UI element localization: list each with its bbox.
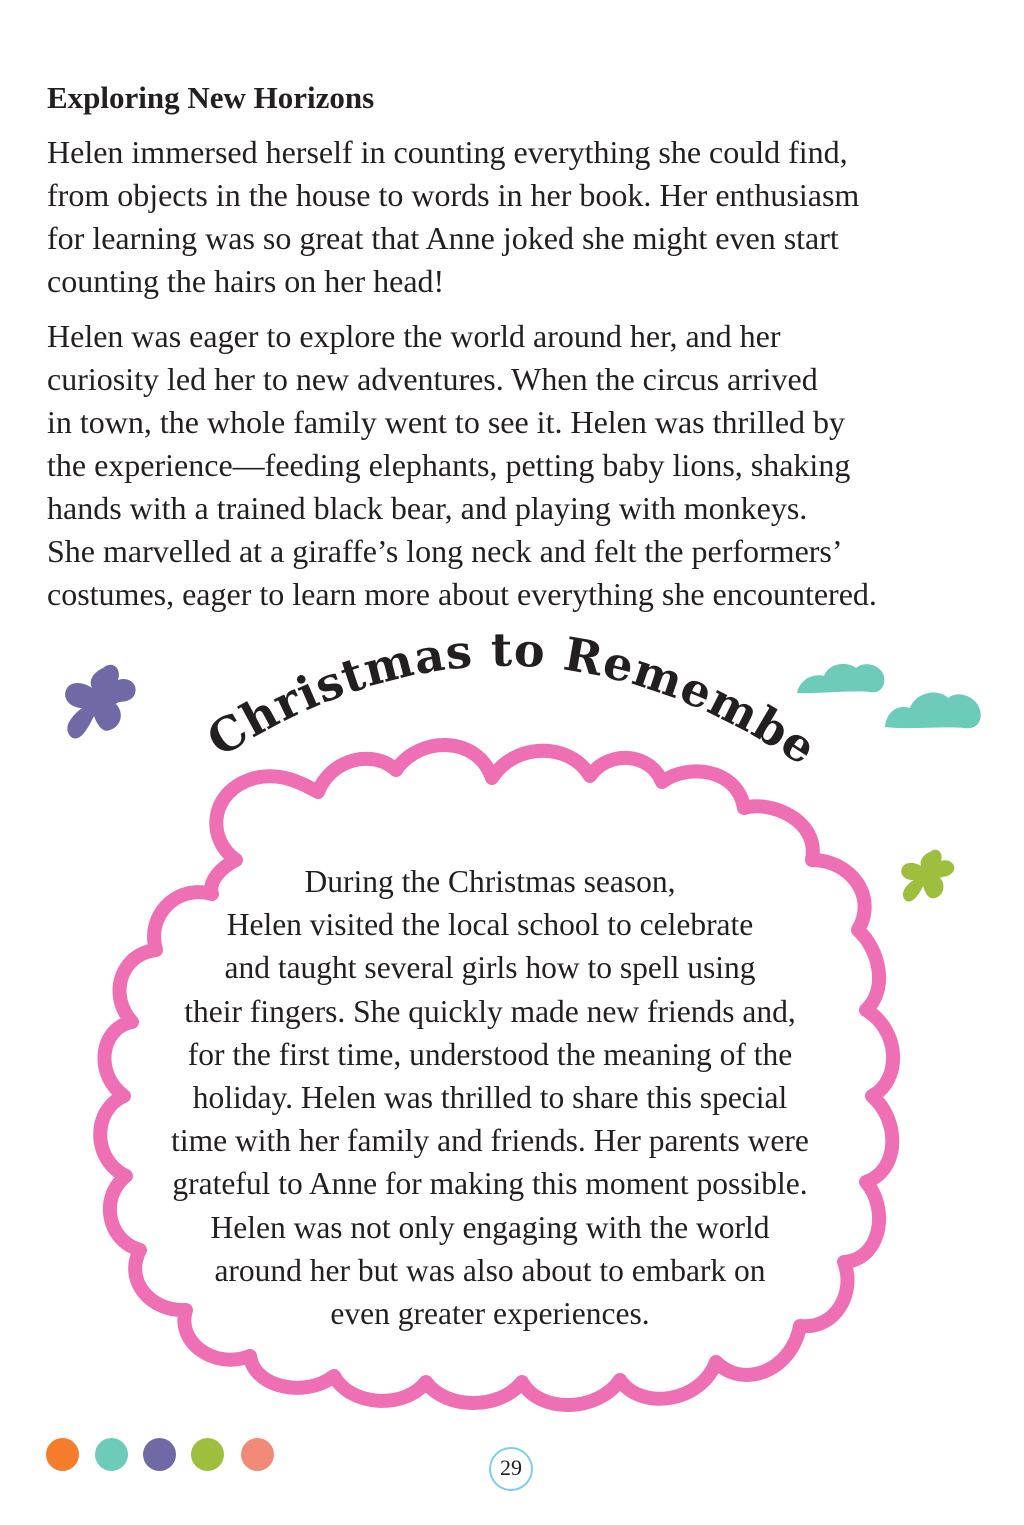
page-number: 29 bbox=[489, 1447, 533, 1491]
feature-title-text: Christmas to Remembe bbox=[197, 622, 827, 776]
text-line: Helen was not only engaging with the world bbox=[210, 1209, 770, 1245]
paragraph-circus bbox=[47, 315, 1007, 616]
salmon-dot bbox=[241, 1438, 274, 1471]
green-flower-icon bbox=[901, 850, 954, 902]
green-dot bbox=[191, 1438, 224, 1471]
text-line: and taught several girls how to spell using bbox=[224, 950, 756, 986]
text-line: in town, the whole family went to see it. Helen was thrilled by bbox=[47, 404, 846, 440]
text-line: hands with a trained black bear, and playing with monkeys. bbox=[47, 490, 808, 526]
text-line: from objects in the house to words in her book. Her enthusiasm bbox=[47, 177, 860, 213]
text-line: for learning was so great that Anne joked she might even start bbox=[47, 220, 839, 256]
teal-cloud-icon bbox=[797, 664, 884, 693]
text-line: for the first time, understood the meaning of the bbox=[187, 1036, 793, 1072]
text-line: Helen was eager to explore the world around her, and her bbox=[47, 318, 781, 354]
orange-dot bbox=[46, 1438, 79, 1471]
text-line: their fingers. She quickly made new friends and, bbox=[184, 993, 796, 1029]
text-line: grateful to Anne for making this moment possible. bbox=[172, 1166, 808, 1202]
text-line: She marvelled at a giraffe’s long neck and felt the performers’ bbox=[47, 533, 843, 569]
feature-body bbox=[110, 860, 870, 1335]
text-line: costumes, eager to learn more about everything she encountered. bbox=[47, 576, 877, 612]
text-line: During the Christmas season, bbox=[304, 864, 676, 899]
paragraph-counting bbox=[47, 131, 1007, 303]
purple-flower-icon bbox=[65, 665, 136, 739]
purple-dot bbox=[143, 1438, 176, 1471]
text-line: even greater experiences. bbox=[330, 1296, 650, 1332]
teal-cloud-icon bbox=[885, 693, 981, 729]
text-line: the experience—feeding elephants, petting baby lions, shaking bbox=[47, 447, 851, 483]
teal-dot bbox=[95, 1438, 128, 1471]
text-line: holiday. Helen was thrilled to share this special bbox=[192, 1080, 788, 1116]
text-line: counting the hairs on her head! bbox=[47, 263, 445, 299]
text-line: curiosity led her to new adventures. When the circus arrived bbox=[47, 361, 818, 397]
section-heading: Exploring New Horizons bbox=[47, 80, 375, 115]
text-line: time with her family and friends. Her parents were bbox=[171, 1123, 809, 1159]
text-line: around her but was also about to embark on bbox=[214, 1252, 766, 1288]
text-line: Helen immersed herself in counting everything she could find, bbox=[47, 134, 848, 170]
text-line: Helen visited the local school to celebrate bbox=[226, 907, 754, 943]
